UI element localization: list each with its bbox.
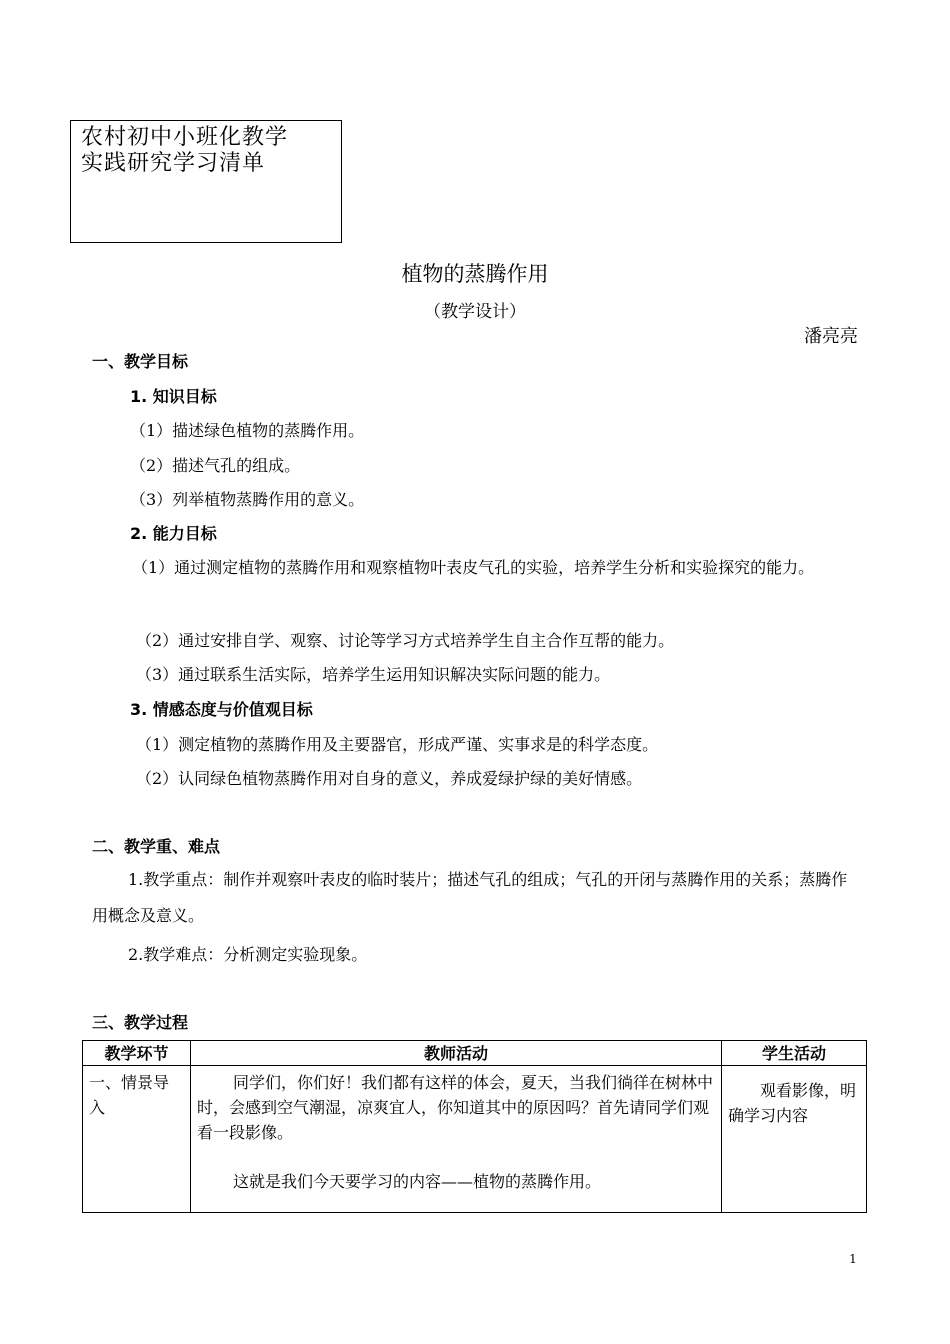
difficulty-item: 2.教学难点：分析测定实验现象。 [128, 945, 368, 964]
series-title-line-2: 实践研究学习清单 [81, 151, 266, 176]
ability-item-3: （3）通过联系生活实际，培养学生运用知识解决实际问题的能力。 [136, 665, 611, 684]
page-number-wrap [0, 1248, 950, 1267]
student-activity-cell [722, 1066, 867, 1213]
series-title-box [70, 120, 342, 243]
key-point-item: 1.教学重点：制作并观察叶表皮的临时装片；描述气孔的组成；气孔的开闭与蒸腾作用的关系；蒸腾作用概念及意义。 [92, 870, 848, 925]
document-title: 植物的蒸腾作用 [401, 262, 549, 286]
document-subtitle: （教学设计） [424, 302, 526, 322]
student-activity-text: 观看影像，明确学习内容 [728, 1081, 857, 1125]
page-number: 1 [849, 1252, 857, 1266]
subheading-knowledge: 1. 知识目标 [130, 387, 217, 406]
subheading-attitude: 3. 情感态度与价值观目标 [130, 700, 313, 719]
teacher-activity-text-1: 同学们，你们好！我们都有这样的体会，夏天，当我们徜徉在树林中时，会感到空气潮湿，凉爽宜人，你知道其中的原因吗？首先请同学们观看一段影像。 [197, 1073, 714, 1142]
table-header-row [83, 1041, 867, 1066]
knowledge-item-1: （1）描述绿色植物的蒸腾作用。 [130, 421, 365, 440]
section-heading-objectives: 一、教学目标 [92, 352, 189, 371]
knowledge-item-2: （2）描述气孔的组成。 [130, 456, 301, 475]
ability-item-1: （1）通过测定植物的蒸腾作用和观察植物叶表皮气孔的实验，培养学生分析和实验探究的能力。 [132, 558, 815, 577]
ability-item-2: （2）通过安排自学、观察、讨论等学习方式培养学生自主合作互帮的能力。 [136, 631, 675, 650]
attitude-item-1: （1）测定植物的蒸腾作用及主要器官，形成严谨、实事求是的科学态度。 [136, 735, 659, 754]
table-row [83, 1066, 867, 1213]
section-heading-process: 三、教学过程 [92, 1013, 189, 1032]
teacher-activity-cell [191, 1066, 722, 1213]
header-student-activity: 学生活动 [722, 1041, 867, 1066]
teaching-process-table [82, 1040, 867, 1213]
subheading-ability: 2. 能力目标 [130, 524, 217, 543]
teacher-activity-text-2: 这就是我们今天要学习的内容——植物的蒸腾作用。 [233, 1172, 602, 1191]
knowledge-item-3: （3）列举植物蒸腾作用的意义。 [130, 490, 365, 509]
author-name: 潘亮亮 [804, 326, 858, 347]
attitude-item-2: （2）认同绿色植物蒸腾作用对自身的意义，养成爱绿护绿的美好情感。 [136, 769, 643, 788]
header-stage: 教学环节 [83, 1041, 191, 1066]
stage-cell: 一、情景导入 [83, 1066, 191, 1213]
header-teacher-activity: 教师活动 [191, 1041, 722, 1066]
section-heading-key-points: 二、教学重、难点 [92, 837, 221, 856]
series-title-line-1: 农村初中小班化教学 [81, 125, 289, 150]
